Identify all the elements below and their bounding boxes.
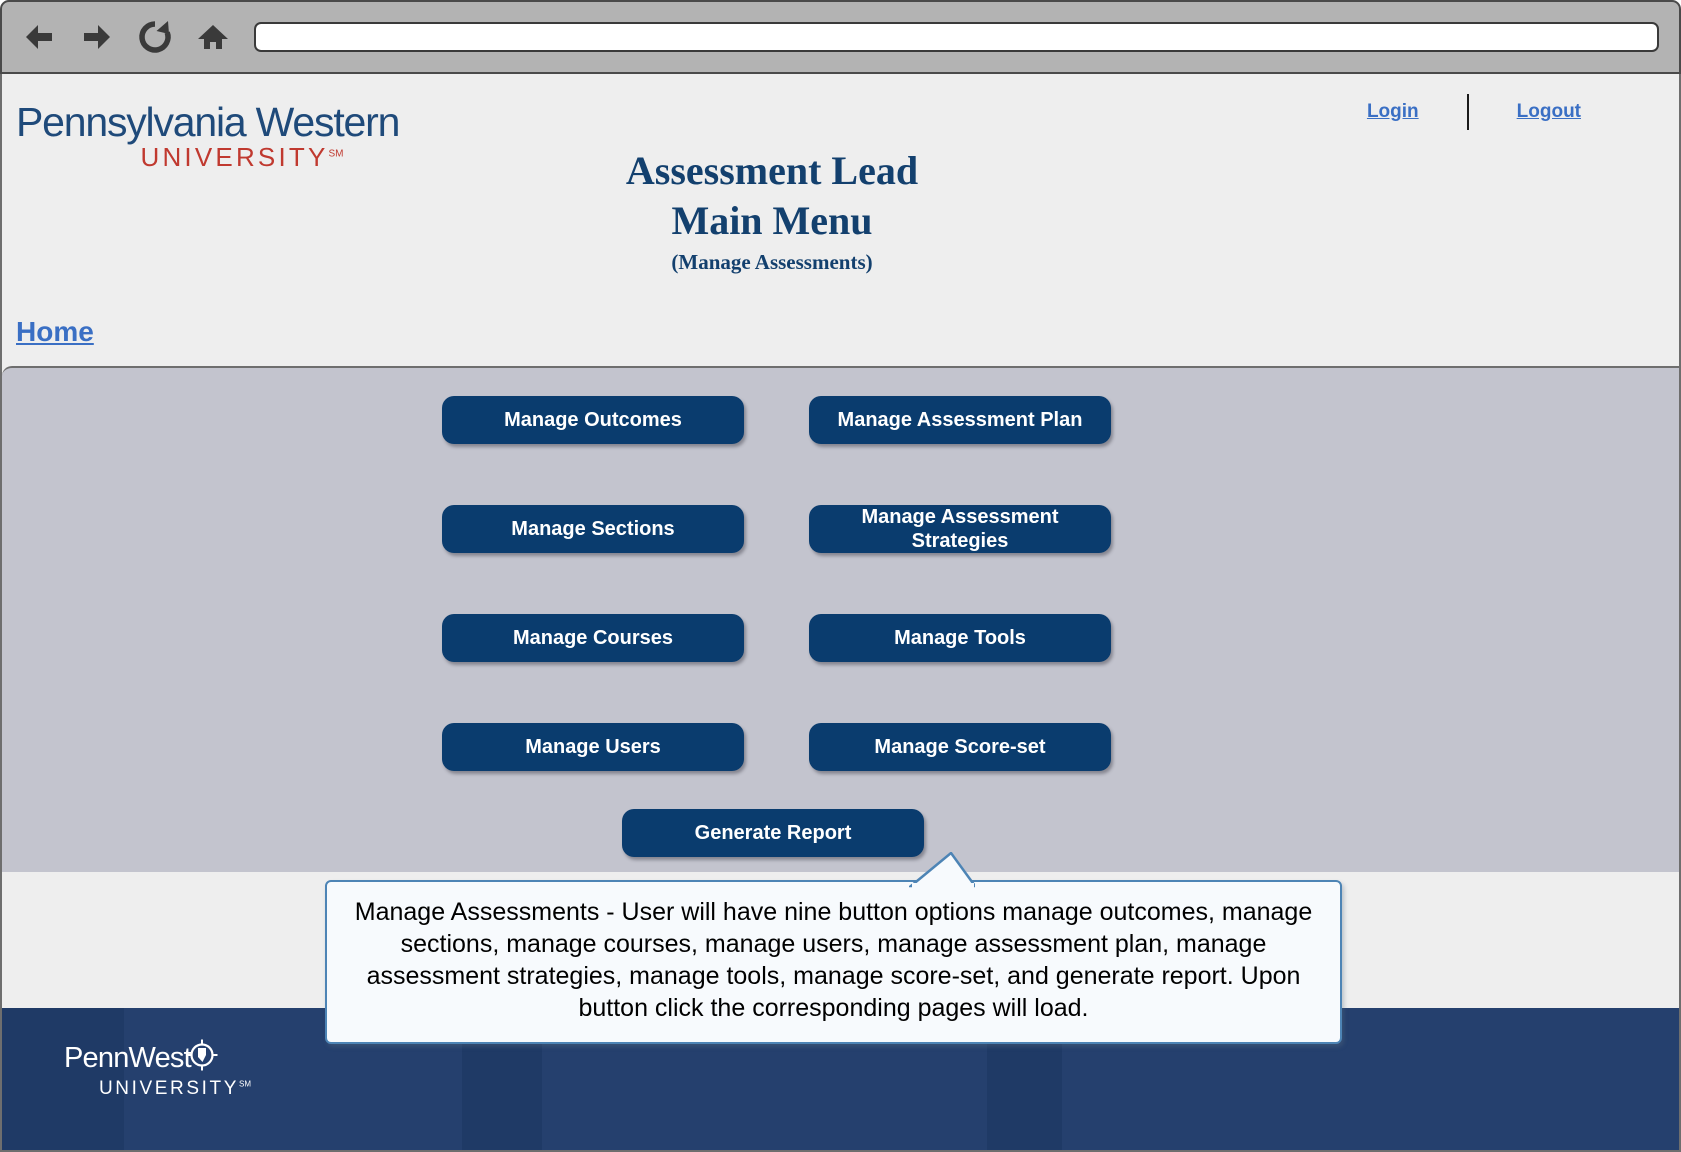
browser-toolbar	[0, 0, 1681, 74]
page-title-line2: Main Menu	[671, 198, 873, 243]
arrow-right-icon	[77, 17, 117, 57]
manage-assessment-strategies-button[interactable]: Manage Assessment Strategies	[809, 505, 1111, 553]
home-link[interactable]: Home	[16, 316, 94, 347]
callout-pointer	[909, 852, 975, 886]
footer-logo-text: PennWest	[64, 1041, 191, 1074]
site-header	[2, 74, 1679, 347]
footer-service-mark: SM	[239, 1079, 252, 1089]
generate-report-button[interactable]: Generate Report	[622, 809, 924, 857]
arrow-left-icon	[19, 17, 59, 57]
forward-button[interactable]	[74, 14, 120, 60]
manage-courses-button[interactable]: Manage Courses	[442, 614, 744, 662]
callout-description: Manage Assessments - User will have nine button options manage outcomes, manage sections, manage courses, manage users, manage assessment plan, manage assessment strategies, manage tools, manage score-set, and generate report. Upon button click the corresponding pages will load.	[325, 880, 1342, 1044]
reload-icon	[135, 17, 175, 57]
back-button[interactable]	[16, 14, 62, 60]
auth-links	[1319, 94, 1629, 130]
home-icon	[193, 17, 233, 57]
reload-button[interactable]	[132, 14, 178, 60]
footer-logo-subtext: UNIVERSITY℠	[98, 1078, 252, 1099]
manage-outcomes-button[interactable]: Manage Outcomes	[442, 396, 744, 444]
manage-assessment-plan-button[interactable]: Manage Assessment Plan	[809, 396, 1111, 444]
pennwest-brand-logo	[16, 100, 406, 173]
logout-link[interactable]: Logout	[1516, 101, 1581, 122]
brand-name-line1: Pennsylvania Western	[16, 99, 400, 145]
service-mark: SM	[328, 148, 344, 160]
manage-tools-button[interactable]: Manage Tools	[809, 614, 1111, 662]
login-link[interactable]: Login	[1366, 101, 1419, 122]
pennwest-compass-emblem-icon	[185, 1038, 219, 1077]
page-frame	[0, 74, 1681, 1152]
home-button[interactable]	[190, 14, 236, 60]
manage-score-set-button[interactable]: Manage Score-set	[809, 723, 1111, 771]
page-title-line1: Assessment Lead	[625, 148, 919, 193]
address-input[interactable]	[254, 22, 1659, 52]
menu-button-grid	[2, 368, 1679, 872]
manage-sections-button[interactable]: Manage Sections	[442, 505, 744, 553]
brand-name-line2: UNIVERSITY℠	[140, 142, 344, 172]
manage-users-button[interactable]: Manage Users	[442, 723, 744, 771]
page-subtitle: (Manage Assessments)	[671, 250, 873, 274]
pennwest-footer-logo	[64, 1038, 264, 1100]
main-content-panel	[2, 366, 1679, 872]
